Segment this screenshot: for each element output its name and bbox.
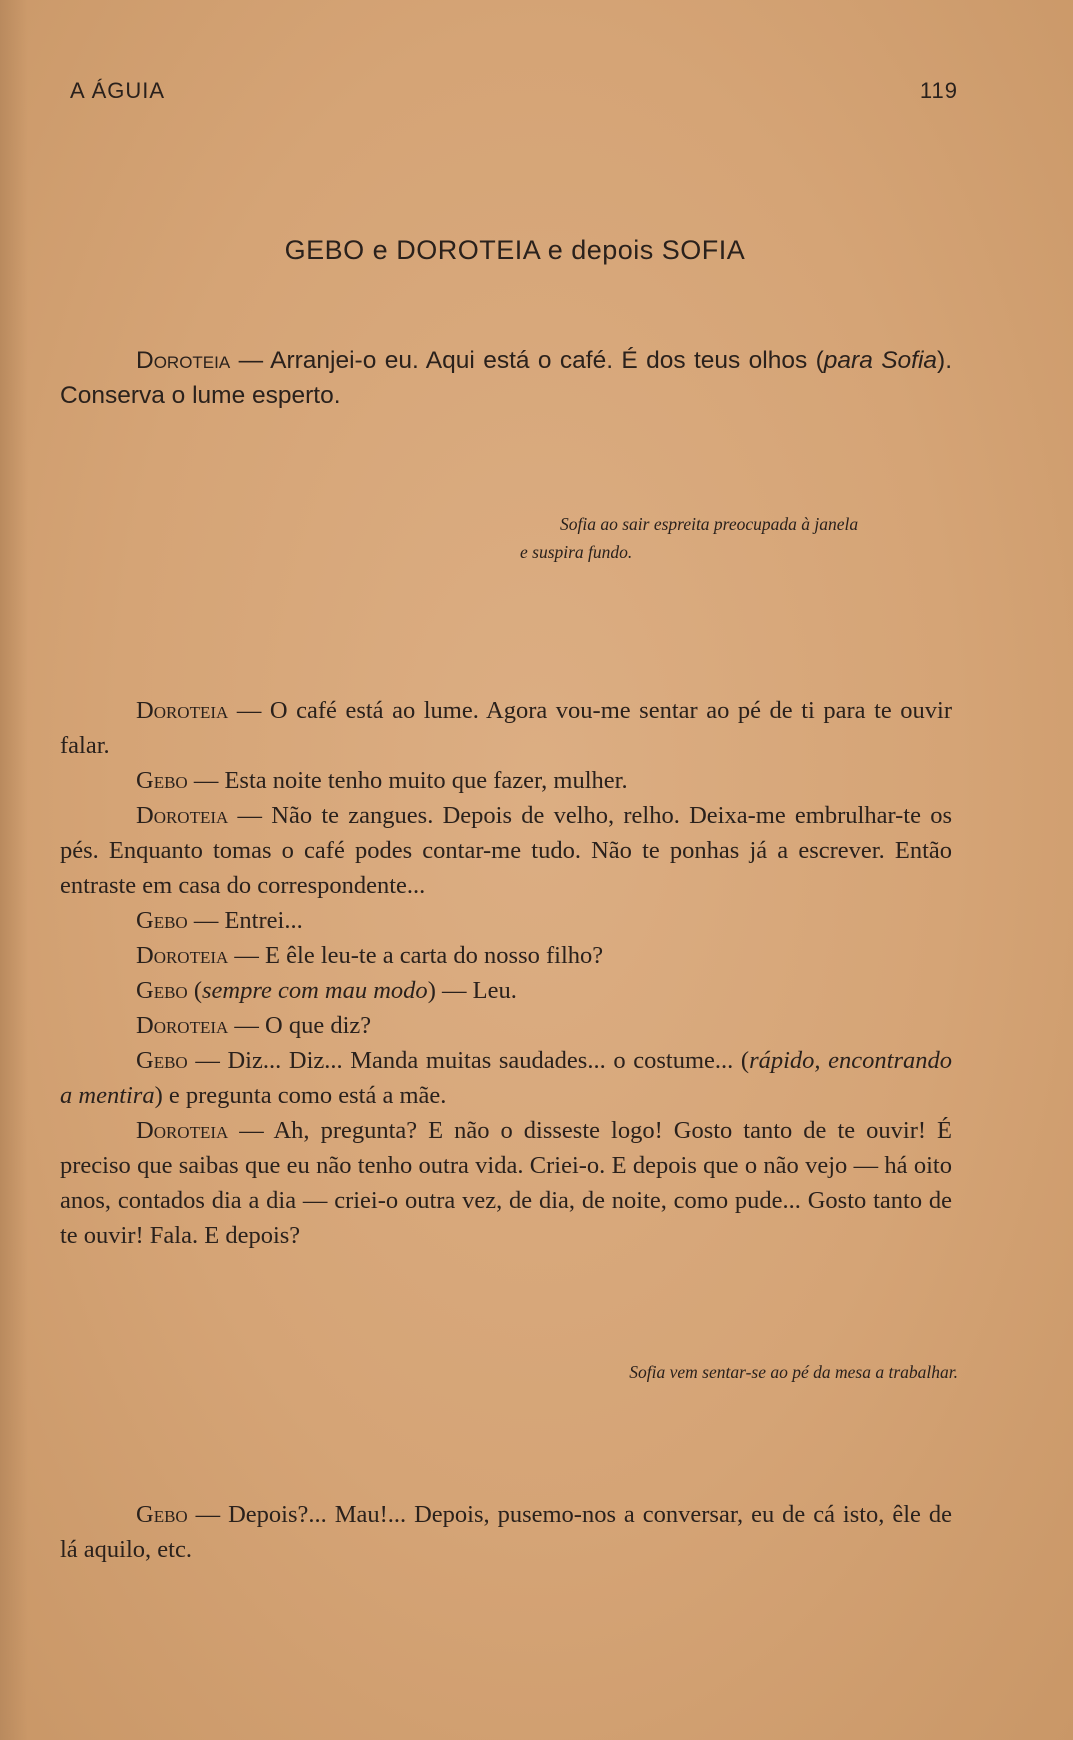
speech: Gebo — Esta noite tenho muito que fazer, mulher. — [136, 767, 628, 794]
speaker-name: Doroteia — [136, 942, 229, 969]
speech-text: Ah, pregunta? E não o disseste logo! Gosto tanto de te ouvir! É preciso que saibas que eu não tenho outra vida. Criei-o. E depois que o não vejo — há oito anos, contados dia a dia — criei-o outra vez, de dia, de noite, como pude... Gosto tanto de te ouvir! Fala. E depois? — [60, 1117, 952, 1249]
speech-text: E êle leu-te a carta do nosso filho? — [265, 942, 604, 969]
speech-text: Leu. — [472, 977, 517, 1004]
speech: Gebo — Entrei... — [136, 907, 303, 934]
speaker-name: Gebo — [136, 767, 188, 794]
page-number: 119 — [919, 78, 958, 103]
speech: Gebo (sempre com mau modo) — Leu. — [136, 977, 517, 1004]
speaker-name: Doroteia — [136, 697, 229, 724]
speech: Doroteia — Ah, pregunta? E não o disseste logo! Gosto tanto de te ouvir! É preciso que saibas que eu não tenho outra vida. Criei-o. E depois que o não vejo — há oito anos, contados dia a dia — criei-o outra vez, de dia, de noite, como pude... Gosto tanto de te ouvir! Fala. E depois? — [60, 1117, 952, 1249]
dash: — — [230, 347, 271, 374]
stage-direction-line: Sofia ao sair espreita preocupada à janela — [560, 514, 859, 534]
stage-aside: para Sofia — [823, 347, 938, 374]
stage-direction-line: e suspira fundo. — [520, 542, 633, 562]
speech-text: Diz... Diz... Manda muitas saudades... o costume... ( — [227, 1047, 750, 1074]
scene-title: GEBO e DOROTEIA e depois SOFIA — [284, 235, 746, 265]
speech-text: Não te zangues. Depois de velho, relho. Deixa-me embrulhar-te os pés. Enquanto tomas o café podes contar-me tudo. Não te ponhas já a escrever. Então entraste em casa do correspondente... — [60, 802, 952, 899]
speech: Doroteia — Não te zangues. Depois de velho, relho. Deixa-me embrulhar-te os pés. Enquanto tomas o café podes contar-me tudo. Não te ponhas já a escrever. Então entraste em casa do correspondente... — [60, 802, 952, 899]
stage-aside: rápido, encontrando a mentira — [60, 1047, 953, 1109]
speaker-name: Doroteia — [136, 1012, 229, 1039]
speech-text: Depois?... Mau!... Depois, pusemo-nos a conversar, eu de cá isto, êle de lá aquilo, etc. — [60, 1501, 952, 1563]
speech-text: ) e pregunta como está a mãe. — [154, 1082, 447, 1109]
speaker-name: Gebo — [136, 1047, 188, 1074]
speaker-name: Doroteia — [136, 802, 229, 829]
stage-direction-line: Sofia vem sentar-se ao pé da mesa a trabalhar. — [629, 1362, 958, 1382]
stage-direction — [498, 1358, 958, 1386]
opening-speech — [60, 343, 952, 413]
speaker-name: Doroteia — [136, 1117, 229, 1144]
speech: Doroteia — O que diz? — [136, 1012, 372, 1039]
speech-text: Arranjei-o eu. Aqui está o café. É dos teus olhos ( — [270, 347, 824, 374]
journal-title: A ÁGUIA — [70, 78, 166, 103]
speaker-name: Gebo — [136, 977, 188, 1004]
dialogue — [60, 693, 952, 1253]
closing-speech — [60, 1497, 952, 1567]
speaker-name: Gebo — [136, 907, 188, 934]
stage-aside: sempre com mau modo — [202, 977, 428, 1004]
running-header — [70, 78, 958, 104]
speech: Gebo — Diz... Diz... Manda muitas saudades... o costume... (rápido, encontrando a mentira) e pregunta como está a mãe. — [60, 1047, 953, 1109]
speech-text: Entrei... — [224, 907, 303, 934]
speech: Gebo — Depois?... Mau!... Depois, pusemo-nos a conversar, eu de cá isto, êle de lá aquilo, etc. — [60, 1501, 952, 1563]
speech-text: O café está ao lume. Agora vou-me sentar ao pé de ti para te ouvir falar. — [60, 697, 953, 759]
speech-text: Esta noite tenho muito que fazer, mulher. — [224, 767, 628, 794]
speaker-name: Doroteia — [136, 347, 231, 374]
speech-text: ). Conserva o lume esperto. — [60, 347, 953, 409]
speaker-name: Gebo — [136, 1501, 188, 1528]
speech: Doroteia — E êle leu-te a carta do nosso filho? — [136, 942, 604, 969]
stage-direction — [520, 510, 960, 566]
speech-text: O que diz? — [265, 1012, 372, 1039]
speech: Doroteia — O café está ao lume. Agora vou-me sentar ao pé de ti para te ouvir falar. — [60, 697, 953, 759]
